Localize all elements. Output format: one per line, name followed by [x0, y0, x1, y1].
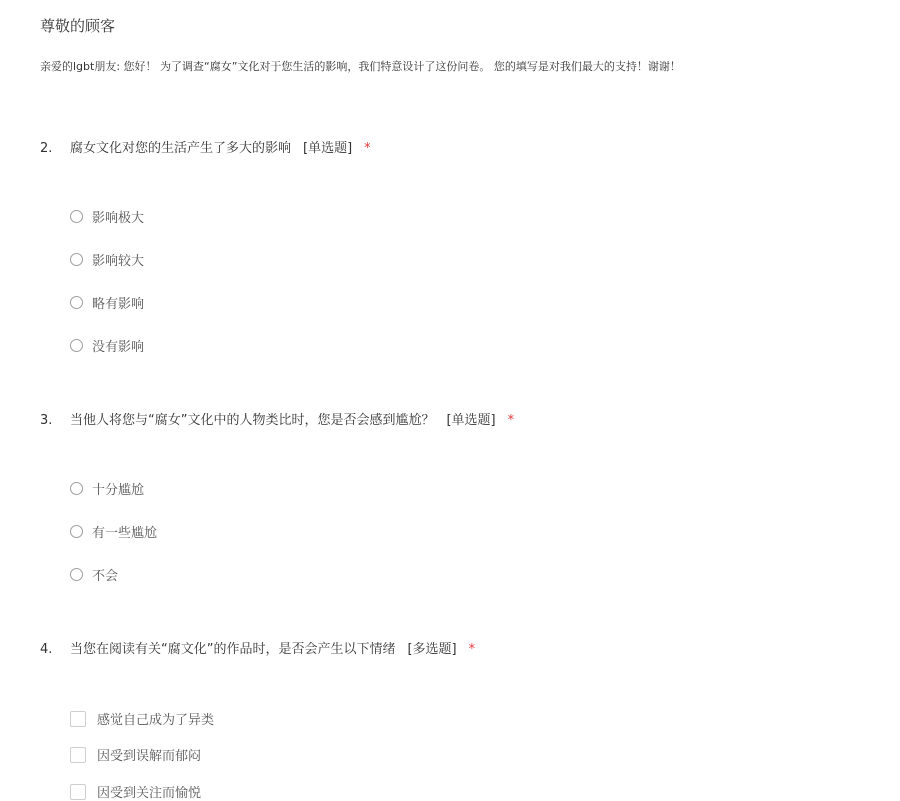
radio-button[interactable]	[70, 568, 83, 581]
question-2-title	[40, 137, 371, 156]
q4-option-2[interactable]	[70, 745, 201, 764]
required-marker: *	[507, 413, 515, 428]
question-text: 当您在阅读有关“腐文化”的作品时，是否会产生以下情绪	[70, 642, 396, 657]
question-number: 2.	[40, 141, 53, 156]
option-label: 因受到误解而郁闷	[97, 749, 202, 764]
radio-button[interactable]	[70, 210, 83, 223]
q3-option-2[interactable]	[70, 522, 157, 541]
option-label: 因受到关注而愉悦	[97, 786, 202, 801]
question-type-badge: [多选题]	[407, 642, 457, 657]
q3-option-3[interactable]	[70, 565, 118, 584]
question-number: 4.	[40, 642, 53, 657]
option-label: 十分尴尬	[92, 483, 145, 498]
checkbox[interactable]	[70, 711, 86, 727]
question-4-title	[40, 638, 475, 657]
survey-intro: 亲爱的lgbt朋友: 您好！ 为了调查“腐女”文化对于您生活的影响，我们特意设计了这份问卷。 您的填写是对我们最大的支持！谢谢！	[40, 60, 681, 73]
checkbox[interactable]	[70, 747, 86, 763]
q3-option-1[interactable]	[70, 479, 144, 498]
q2-option-2[interactable]	[70, 250, 144, 269]
radio-button[interactable]	[70, 482, 83, 495]
option-label: 不会	[92, 569, 119, 584]
option-label: 略有影响	[92, 297, 145, 312]
question-type-badge: [单选题]	[303, 141, 353, 156]
radio-button[interactable]	[70, 296, 83, 309]
checkbox[interactable]	[70, 784, 86, 800]
option-label: 没有影响	[92, 340, 145, 355]
survey-greeting: 尊敬的顾客	[40, 17, 116, 35]
required-marker: *	[364, 141, 371, 156]
question-text: 当他人将您与“腐女”文化中的人物类比时，您是否会感到尴尬？	[70, 413, 435, 428]
question-type-badge: [单选题]	[446, 413, 496, 428]
q2-option-3[interactable]	[70, 293, 144, 312]
option-label: 影响较大	[92, 254, 145, 269]
radio-button[interactable]	[70, 253, 83, 266]
question-number: 3.	[40, 413, 53, 428]
question-3-title	[40, 409, 514, 428]
q2-option-1[interactable]	[70, 207, 144, 226]
radio-button[interactable]	[70, 339, 83, 352]
q2-option-4[interactable]	[70, 336, 144, 355]
required-marker: *	[468, 642, 476, 657]
q4-option-3[interactable]	[70, 782, 201, 801]
option-label: 感觉自己成为了异类	[97, 713, 215, 728]
option-label: 有一些尴尬	[92, 526, 158, 541]
option-label: 影响极大	[92, 211, 145, 226]
radio-button[interactable]	[70, 525, 83, 538]
q4-option-1[interactable]	[70, 709, 214, 728]
question-text: 腐女文化对您的生活产生了多大的影响	[70, 141, 292, 156]
